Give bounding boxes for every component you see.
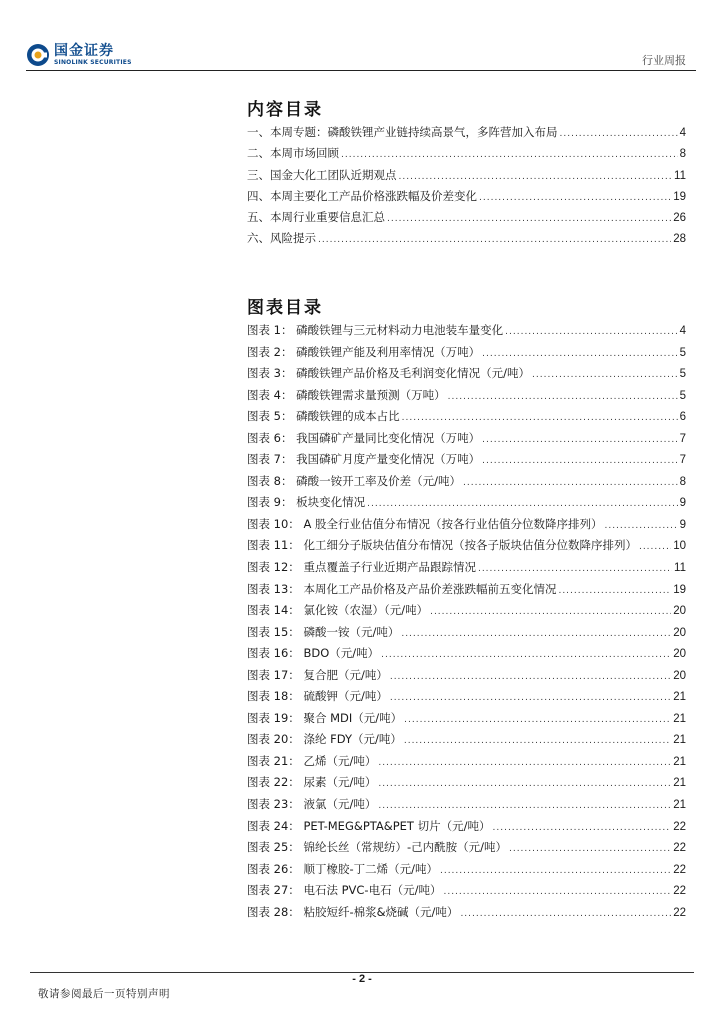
contents-entry-label: 一、本周专题：磷酸铁锂产业链持续高景气，多阵营加入布局 [247, 125, 558, 139]
figure-entry-label: 图表 16： BDO（元/吨） [247, 646, 380, 661]
dot-leader [482, 456, 677, 466]
dot-leader [460, 909, 671, 919]
figure-entry-label: 图表 12： 重点覆盖子行业近期产品跟踪情况 [247, 560, 476, 575]
figure-entry[interactable] [247, 688, 686, 710]
figure-entry-page: 21 [673, 755, 686, 768]
dot-leader [381, 650, 671, 660]
figure-entry-page: 10 [673, 540, 686, 553]
figure-entry[interactable] [247, 516, 686, 538]
figure-entry-label: 图表 5： 磷酸铁锂的成本占比 [247, 409, 400, 424]
figure-entry-page: 20 [673, 605, 686, 618]
figure-entry[interactable] [247, 710, 686, 732]
dot-leader [479, 193, 671, 203]
dot-leader [482, 349, 677, 359]
dot-leader [443, 887, 671, 897]
figure-entry-label: 图表 9： 板块变化情况 [247, 495, 366, 510]
figure-entry[interactable] [247, 322, 686, 344]
contents-list [247, 124, 686, 252]
contents-entry-label: 六、风险提示 [247, 231, 316, 246]
figures-title: 图表目录 [247, 298, 323, 318]
figure-entry-page: 21 [673, 799, 686, 812]
figure-entry-page: 20 [673, 626, 686, 639]
page-number: - 2 - [352, 973, 372, 985]
figure-entry-label: 图表 27： 电石法 PVC-电石（元/吨） [247, 883, 442, 898]
figure-entry-label: 图表 25： 锦纶长丝（常规纺）-己内酰胺（元/吨） [247, 840, 507, 855]
contents-entry-label: 五、本周行业重要信息汇总 [247, 210, 385, 225]
figure-entry-page: 9 [679, 518, 686, 531]
dot-leader [402, 413, 678, 423]
figure-entry[interactable] [247, 365, 686, 387]
dot-leader [367, 499, 677, 509]
dot-leader [404, 736, 671, 746]
figure-entry-label: 图表 8： 磷酸一铵开工率及价差（元/吨） [247, 473, 462, 488]
dot-leader [532, 370, 678, 380]
figure-entry[interactable] [247, 861, 686, 883]
figure-entry[interactable] [247, 344, 686, 366]
figure-entry-label: 图表 14： 氯化铵（农湿）（元/吨） [247, 603, 429, 618]
dot-leader [440, 866, 671, 876]
dot-leader [509, 844, 671, 854]
dot-leader [604, 521, 677, 531]
dot-leader [390, 672, 671, 682]
figure-entry-label: 图表 26： 顺丁橡胶-丁二烯（元/吨） [247, 861, 438, 876]
figure-entry-page: 8 [679, 475, 686, 488]
figure-entry[interactable] [247, 494, 686, 516]
footer-disclaimer: 敬请参阅最后一页特别声明 [38, 988, 170, 1000]
figure-entry-label: 图表 23： 液氯（元/吨） [247, 797, 377, 812]
figure-entry-page: 5 [679, 389, 686, 402]
figure-entry-label: 图表 1： 磷酸铁锂与三元材料动力电池装车量变化 [247, 323, 504, 337]
dot-leader [493, 823, 672, 833]
figure-entry-label: 图表 22： 尿素（元/吨） [247, 775, 377, 790]
figure-entry-page: 22 [673, 885, 686, 898]
dot-leader [430, 607, 671, 617]
contents-entry[interactable] [247, 188, 686, 209]
figure-entry-label: 图表 13： 本周化工产品价格及产品价差涨跌幅前五变化情况 [247, 581, 557, 596]
figure-entry-page: 21 [673, 691, 686, 704]
figure-entry-label: 图表 10： A 股全行业估值分布情况（按各行业估值分位数降序排列） [247, 516, 603, 531]
figure-entry-label: 图表 17： 复合肥（元/吨） [247, 667, 388, 682]
figure-entry[interactable] [247, 731, 686, 753]
figure-entry-page: 7 [679, 432, 686, 445]
figure-entry[interactable] [247, 882, 686, 904]
figure-entry[interactable] [247, 796, 686, 818]
contents-entry-page: 8 [679, 148, 686, 161]
figures-list [247, 322, 686, 925]
figure-entry[interactable] [247, 667, 686, 689]
dot-leader [341, 150, 678, 160]
dot-leader [482, 435, 677, 445]
report-type-label: 行业周报 [642, 54, 686, 67]
dot-leader [318, 235, 671, 245]
figure-entry[interactable] [247, 624, 686, 646]
dot-leader [378, 801, 671, 811]
figure-entry-page: 5 [679, 368, 686, 381]
figure-entry-label: 图表 24： PET-MEG&PTA&PET 切片（元/吨） [247, 818, 491, 833]
figure-entry-page: 9 [679, 497, 686, 510]
dot-leader [448, 392, 678, 402]
dot-leader [399, 172, 673, 182]
figure-entry-page: 5 [679, 346, 686, 359]
figure-entry-page: 6 [679, 411, 686, 424]
figure-entry-page: 21 [673, 734, 686, 747]
logo-english-name: SINOLINK SECURITIES [54, 58, 132, 66]
figure-entry-page: 20 [673, 648, 686, 661]
figure-entry-label: 图表 2： 磷酸铁锂产能及利用率情况（万吨） [247, 344, 481, 359]
figure-entry-page: 22 [673, 842, 686, 855]
figure-entry[interactable] [247, 581, 686, 603]
contents-entry-page: 28 [673, 233, 686, 246]
contents-entry[interactable] [247, 167, 686, 188]
figure-entry-page: 7 [679, 454, 686, 467]
figure-entry-page: 22 [673, 906, 686, 919]
contents-entry-label: 四、本周主要化工产品价格涨跌幅及价差变化 [247, 188, 477, 203]
figure-entry-label: 图表 19： 聚合 MDI（元/吨） [247, 710, 403, 725]
contents-entry[interactable] [247, 145, 686, 166]
figure-entry-page: 19 [673, 583, 686, 596]
figure-entry-label: 图表 3： 磷酸铁锂产品价格及毛利润变化情况（元/吨） [247, 366, 530, 381]
figure-entry-page: 11 [674, 562, 686, 575]
contents-entry-page: 19 [673, 190, 686, 203]
dot-leader [378, 779, 671, 789]
figure-entry[interactable] [247, 904, 686, 926]
contents-entry[interactable] [247, 124, 686, 145]
figure-entry-label: 图表 28： 粘胶短纤-棉浆&烧碱（元/吨） [247, 904, 459, 919]
contents-entry-page: 26 [673, 212, 686, 225]
figure-entry[interactable] [247, 451, 686, 473]
contents-entry[interactable] [247, 230, 686, 251]
dot-leader [505, 327, 677, 337]
sinolink-logo-icon [26, 43, 50, 67]
figure-entry-page: 4 [679, 325, 686, 337]
figure-entry[interactable] [247, 818, 686, 840]
logo-chinese-name: 国金证券 [54, 42, 114, 59]
contents-entry-page: 11 [674, 169, 686, 182]
figure-entry-page: 21 [673, 712, 686, 725]
figure-entry-label: 图表 21： 乙烯（元/吨） [247, 753, 377, 768]
figure-entry-label: 图表 15： 磷酸一铵（元/吨） [247, 624, 400, 639]
figure-entry-page: 21 [673, 777, 686, 790]
dot-leader [560, 129, 678, 139]
figure-entry[interactable] [247, 839, 686, 861]
contents-title: 内容目录 [247, 100, 323, 120]
figure-entry[interactable] [247, 387, 686, 409]
figure-entry-label: 图表 4： 磷酸铁锂需求量预测（万吨） [247, 387, 446, 402]
figure-entry-label: 图表 11： 化工细分子版块估值分布情况（按各子版块估值分位数降序排列） [247, 538, 637, 553]
contents-entry-label: 三、国金大化工团队近期观点 [247, 167, 397, 182]
dot-leader [463, 478, 678, 488]
figure-entry-label: 图表 6： 我国磷矿产量同比变化情况（万吨） [247, 430, 481, 445]
header-divider [26, 70, 696, 71]
figure-entry[interactable] [247, 774, 686, 796]
brand-logo [26, 40, 132, 70]
figure-entry-page: 22 [673, 863, 686, 876]
figure-entry[interactable] [247, 430, 686, 452]
figure-entry[interactable] [247, 408, 686, 430]
dot-leader [378, 758, 671, 768]
contents-entry-label: 二、本周市场回顾 [247, 146, 339, 161]
figure-entry-label: 图表 20： 涤纶 FDY（元/吨） [247, 732, 402, 747]
contents-entry-page: 4 [679, 127, 686, 139]
figure-entry[interactable] [247, 559, 686, 581]
figure-entry[interactable] [247, 473, 686, 495]
dot-leader [558, 586, 671, 596]
figure-entry[interactable] [247, 537, 686, 559]
figure-entry-page: 22 [673, 820, 686, 833]
contents-entry[interactable] [247, 209, 686, 230]
dot-leader [404, 715, 671, 725]
dot-leader [639, 542, 671, 552]
figure-entry[interactable] [247, 602, 686, 624]
figure-entry[interactable] [247, 645, 686, 667]
dot-leader [478, 564, 672, 574]
figure-entry-label: 图表 18： 硫酸钾（元/吨） [247, 689, 388, 704]
dot-leader [387, 214, 671, 224]
figure-entry[interactable] [247, 753, 686, 775]
figure-entry-page: 20 [673, 669, 686, 682]
dot-leader [390, 693, 671, 703]
dot-leader [401, 629, 671, 639]
figure-entry-label: 图表 7： 我国磷矿月度产量变化情况（万吨） [247, 452, 481, 467]
